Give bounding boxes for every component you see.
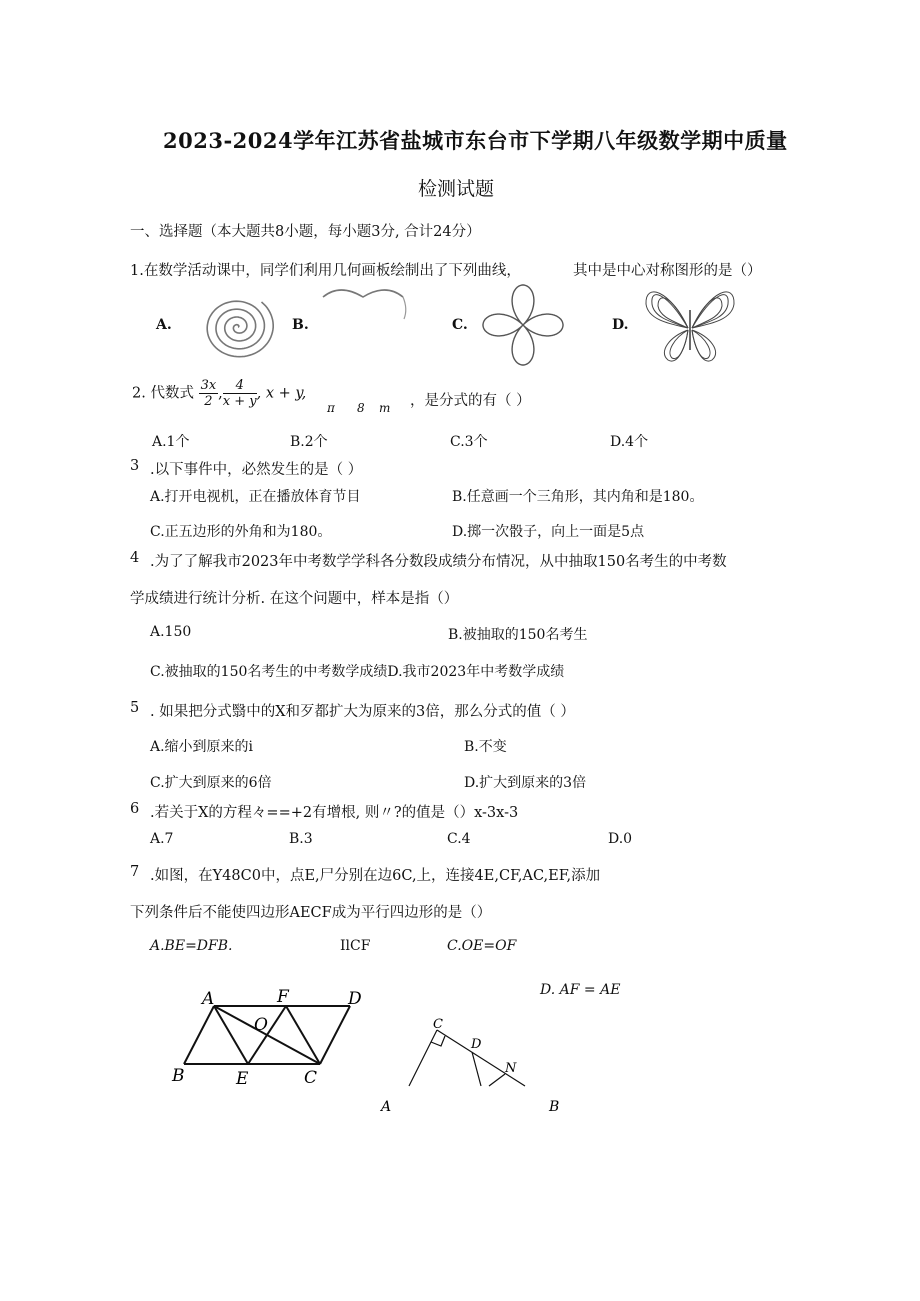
- q6-option-a: A.7: [150, 831, 174, 847]
- q3-option-b: B.任意画一个三角形，其内角和是180。: [452, 489, 704, 505]
- q5-option-b: B.不变: [464, 739, 507, 755]
- butterfly-figure: [640, 280, 740, 370]
- q3-option-d: D.掷一次骰子，向上一面是5点: [452, 524, 645, 540]
- q2-option-a: A.1个: [152, 434, 190, 450]
- spiral-figure: [180, 285, 290, 365]
- q6-option-c: C.4: [447, 831, 471, 847]
- q2-option-b: B.2个: [290, 434, 328, 450]
- right-angle-figure: [375, 1010, 560, 1150]
- fig1-label-o: O: [254, 1015, 268, 1035]
- q2-fraction-2: [223, 378, 257, 409]
- fig1-label-c: C: [304, 1068, 318, 1088]
- q2-f1-den: 2: [204, 394, 213, 409]
- q6-option-b: B.3: [289, 831, 313, 847]
- q7-stem-line-1: .如图，在Y48C0中，点E,尸分别在边6C,上，连接4E,CF,AC,EF,添加: [150, 868, 601, 884]
- q5-option-a: A.缩小到原来的i: [150, 739, 254, 755]
- q3-option-c: C.正五边形的外角和为180。: [150, 524, 332, 540]
- q2-f2-den: x + y: [222, 394, 257, 409]
- q4-option-b: B.被抽取的150名考生: [448, 627, 588, 643]
- fig2-label-b: B: [549, 1099, 560, 1115]
- q7-number: 7: [130, 864, 140, 880]
- q7-option-ab: A.BE=DFB.: [150, 938, 233, 954]
- q5-stem: . 如果把分式翳中的X和歹都扩大为原来的3倍，那么分式的值（ ）: [150, 704, 575, 720]
- q2-mid: , x + y,: [256, 385, 307, 402]
- q2-f2-num: 4: [223, 378, 257, 394]
- q7-option-d: D. AF = AE: [540, 982, 621, 998]
- fig2-label-a: A: [381, 1099, 392, 1115]
- q1-label-a: A.: [156, 317, 172, 333]
- fig2-label-c: C: [433, 1017, 443, 1032]
- q2-frag-8: 8: [357, 401, 365, 415]
- q4-stem-line-1: .为了了解我市2023年中考数学学科各分数段成绩分布情况，从中抽取150名考生的中考数: [150, 554, 727, 570]
- heart-curve-figure: [318, 285, 408, 365]
- q2-frag-pi: π: [327, 401, 335, 415]
- q2-option-d: D.4个: [610, 434, 649, 450]
- q1-label-c: C.: [452, 317, 468, 333]
- fig1-label-f: F: [277, 987, 289, 1007]
- q6-number: 6: [130, 801, 140, 817]
- fig2-label-d: D: [471, 1037, 482, 1052]
- q5-number: 5: [130, 700, 140, 716]
- q1-stem: 1.在数学活动课中，同学们利用几何画板绘制出了下列曲线，: [130, 263, 521, 279]
- title-line-2: 检测试题: [418, 178, 495, 200]
- q5-option-d: D.扩大到原来的3倍: [464, 775, 587, 791]
- fig1-label-e: E: [236, 1069, 249, 1089]
- q7-stem-line-2: 下列条件后不能使四边形AECF成为平行四边形的是（）: [130, 905, 492, 921]
- q4-option-a: A.150: [150, 624, 192, 640]
- parallelogram-figure: [170, 988, 370, 1088]
- q6-option-d: D.0: [608, 831, 633, 847]
- q3-stem: .以下事件中，必然发生的是（ ）: [150, 462, 363, 478]
- q2-f1-num: 3x: [200, 378, 217, 393]
- fig1-label-b: B: [172, 1066, 185, 1086]
- q4-stem-line-2: 学成绩进行统计分析. 在这个问题中，样本是指（）: [130, 591, 459, 607]
- q4-number: 4: [130, 550, 140, 566]
- four-petal-rose-figure: [478, 280, 568, 370]
- q7-option-c: C.OE=OF: [447, 938, 517, 954]
- title-line-1: 2023-2024学年江苏省盐城市东台市下学期八年级数学期中质量: [163, 128, 788, 153]
- q2-option-c: C.3个: [450, 434, 488, 450]
- q5-option-c: C.扩大到原来的6倍: [150, 775, 272, 791]
- section-header: 一、选择题（本大题共8小题，每小题3分, 合计24分）: [130, 224, 481, 240]
- fig2-label-n: N: [505, 1061, 517, 1076]
- q2-prefix: 2. 代数式: [132, 385, 194, 402]
- fig1-label-a: A: [202, 989, 215, 1009]
- q6-stem: .若关于X的方程々==+2有增根, 则〃?的值是（）x-3x-3: [150, 805, 519, 821]
- q3-number: 3: [130, 458, 140, 474]
- q1-label-b: B.: [292, 317, 309, 333]
- q7-option-b-tail: IlCF: [340, 938, 371, 954]
- q1-label-d: D.: [612, 317, 629, 333]
- q2-frag-m: m: [379, 401, 391, 415]
- q2-suffix: ，是分式的有（ ）: [410, 393, 531, 409]
- q2-fraction-1: [199, 378, 219, 409]
- q1-stem-tail: 其中是中心对称图形的是（）: [573, 263, 762, 279]
- q2-stem: 2. 代数式 $\frac{3x}{2}$ , $\frac{4}{x + y}$ , x + y,: [132, 378, 307, 409]
- q4-option-cd: C.被抽取的150名考生的中考数学成绩D.我市2023年中考数学成绩: [150, 664, 565, 680]
- fig1-label-d: D: [348, 989, 362, 1009]
- q3-option-a: A.打开电视机，正在播放体育节目: [150, 489, 361, 505]
